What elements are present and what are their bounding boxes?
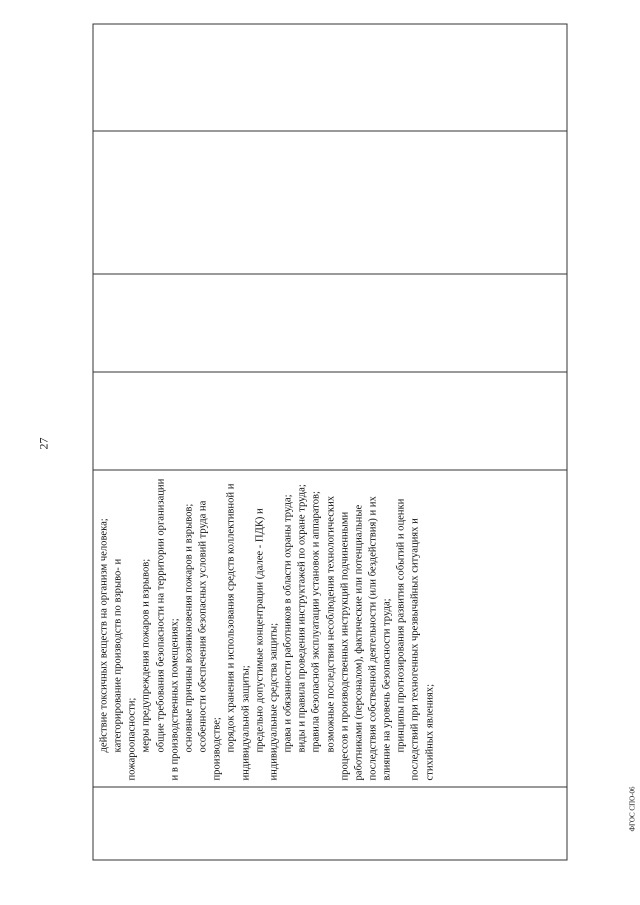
topic-item: порядок хранения и использования средств коллективной и индивидуальной защиты; bbox=[225, 483, 251, 780]
topic-item: виды и правила проведения инструктажей по охране труда; bbox=[296, 483, 308, 752]
rotated-table-frame bbox=[92, 30, 567, 860]
topic-item: категорирование производств по взрыво- и пожароопасности; bbox=[112, 558, 138, 780]
table-cell-topics bbox=[93, 470, 567, 787]
topic-item: права и обязанности работников в области охраны труда; bbox=[282, 493, 294, 752]
table-cell-empty bbox=[93, 274, 567, 372]
table-cell-empty bbox=[93, 131, 567, 274]
topic-item: возможные последствия несоблюдения технологических процессов и производственных инструкций подчиненными работниками (персоналом), фактические или потенциальные последствия собственной деятельности (или бездействия) и их влияние на уровень безопасности труда; bbox=[324, 495, 393, 780]
topic-item: правила безопасной эксплуатации установок и аппаратов; bbox=[310, 490, 322, 752]
topic-item: общие требования безопасности на территории организации и в производственных помещениях; bbox=[154, 478, 180, 780]
topic-item: меры предупреждения пожаров и взрывов; bbox=[140, 558, 152, 752]
topic-item: основные причины возникновения пожаров и взрывов; bbox=[182, 503, 194, 752]
table-rotator bbox=[92, 30, 567, 860]
topic-item: действие токсичных веществ на организм человека; bbox=[98, 517, 109, 752]
topic-item: предельно допустимые концентрации (далее - ПДК) и индивидуальные средства защиты; bbox=[253, 507, 279, 780]
topic-item: принципы прогнозирования развития событий и оценки последствий при техногенных чрезвычайных ситуациях и стихийных явлениях; bbox=[395, 498, 435, 780]
competency-table bbox=[92, 23, 567, 860]
table-row bbox=[93, 24, 567, 860]
document-code-footer: ФГОС СПО-06 bbox=[628, 786, 637, 832]
table-cell-empty-first bbox=[93, 787, 567, 860]
table-cell-empty bbox=[93, 372, 567, 470]
topic-item: особенности обеспечения безопасных условий труда на производстве; bbox=[197, 500, 223, 780]
topic-list bbox=[93, 470, 439, 786]
page-number: 27 bbox=[36, 437, 51, 450]
table-cell-empty-last bbox=[93, 24, 567, 131]
